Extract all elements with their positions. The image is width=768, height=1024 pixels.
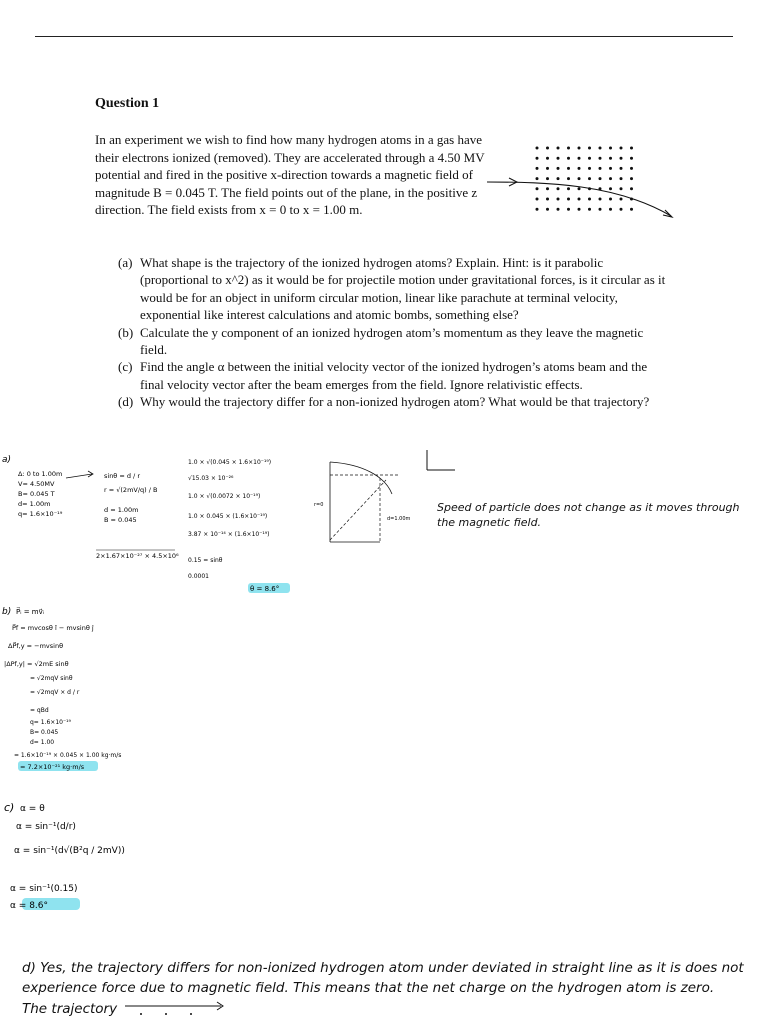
- b-line-0: P⃗ᵢ = mv⃗ᵢ: [16, 608, 44, 616]
- field-dot: [546, 177, 549, 180]
- field-dot: [630, 208, 633, 211]
- field-dot: [567, 187, 570, 190]
- field-dot: [630, 167, 633, 170]
- field-dot: [609, 198, 612, 201]
- field-dot: [557, 157, 560, 160]
- b-line-5: B= 0.045: [30, 729, 59, 736]
- question-title: Question 1: [95, 96, 160, 111]
- question-parts: [118, 254, 668, 411]
- field-dot: [620, 147, 623, 150]
- field-dot: [599, 157, 602, 160]
- field-dot: [567, 147, 570, 150]
- a-eq-b: B = 0.045: [104, 516, 137, 524]
- a-calc-5: 3.87 × 10⁻¹⁴ × (1.6×10⁻¹⁹): [188, 531, 270, 538]
- work-part-b: [0, 600, 300, 780]
- field-dot: [609, 208, 612, 211]
- field-dot: [599, 177, 602, 180]
- field-dot: [609, 157, 612, 160]
- field-dot: [599, 147, 602, 150]
- field-dot: [609, 187, 612, 190]
- b-line-4: q= 1.6×10⁻¹⁹: [30, 719, 71, 726]
- field-dot: [609, 147, 612, 150]
- field-dot: [599, 167, 602, 170]
- b-label: b): [2, 607, 12, 617]
- c-line-1: α = sin⁻¹(d/r): [16, 822, 76, 832]
- d-label: d): [22, 960, 36, 976]
- d-trajectory-sketch: [121, 998, 231, 1020]
- field-dot: [588, 147, 591, 150]
- field-dot: [557, 187, 560, 190]
- field-dot: [546, 208, 549, 211]
- b-line-1: P⃗f = mvcosθ î − mvsinθ ĵ: [12, 624, 94, 632]
- c-line-0: α = θ: [20, 804, 45, 814]
- field-dot: [630, 187, 633, 190]
- field-dot: [546, 198, 549, 201]
- a-eq-sin: sinθ = d / r: [104, 472, 140, 480]
- field-dot: [578, 198, 581, 201]
- field-dot: [567, 177, 570, 180]
- a-calc-7: 0.0001: [188, 573, 209, 580]
- a-calc-1: 1.0 × √(0.045 × 1.6×10⁻¹⁹): [188, 459, 272, 466]
- a-calc-4: 1.0 × 0.045 × (1.6×10⁻¹⁹): [188, 513, 268, 520]
- c-label: c): [4, 801, 15, 814]
- sketch-d-label: d=1.00m: [387, 516, 411, 522]
- a-eq-r: r = √(2mV/q) / B: [104, 486, 158, 494]
- work-part-c: [0, 795, 300, 915]
- field-dot: [567, 198, 570, 201]
- a-eq-d: d = 1.00m: [104, 506, 139, 514]
- a-given-4: q= 1.6×10⁻¹⁹: [18, 510, 63, 518]
- field-dot: [536, 177, 539, 180]
- field-dot: [536, 198, 539, 201]
- field-dots: [536, 147, 634, 211]
- a-calc-6: 0.15 = sinθ: [188, 557, 223, 564]
- part-b: (b) Calculate the y component of an ionized hydrogen atom’s momentum as they leave the magnetic field.: [118, 324, 644, 358]
- a-given-3: d= 1.00m: [18, 500, 51, 508]
- field-dot: [588, 208, 591, 211]
- c-result: α = 8.6°: [10, 901, 49, 911]
- field-dot: [620, 198, 623, 201]
- field-dot: [578, 157, 581, 160]
- a-note: Speed of particle does not change as it moves through the magnetic field.: [437, 501, 740, 529]
- field-dot: [546, 167, 549, 170]
- a-calc-3: 1.0 × √(0.0072 × 10⁻¹⁹): [188, 493, 261, 500]
- field-dot: [567, 157, 570, 160]
- field-dot: [630, 147, 633, 150]
- field-dot: [557, 167, 560, 170]
- a-given-0: Δ: 0 to 1.00m: [18, 470, 63, 478]
- field-dot: [588, 157, 591, 160]
- field-dot: [609, 177, 612, 180]
- c-line-2: α = sin⁻¹(d√(B²q / 2mV)): [14, 846, 125, 856]
- b-sub-2: = √2mqV × d / r: [30, 689, 80, 696]
- field-dot: [546, 187, 549, 190]
- field-dot: [620, 187, 623, 190]
- field-dot: [609, 167, 612, 170]
- b-line-2: ΔP⃗f,y = −mvsinθ: [8, 642, 64, 650]
- field-dot: [578, 208, 581, 211]
- field-dot: [557, 147, 560, 150]
- a-label: a): [2, 455, 12, 465]
- b-line-3: |ΔPf,y| = √2mE sinθ: [4, 660, 69, 668]
- field-dot: [536, 187, 539, 190]
- question-intro: In an experiment we wish to find how many hydrogen atoms in a gas have their electrons ionized (removed). They are accelerated through a 4.50 MV potential and fired in the positive x-direction towards a magnetic field of magnitude B = 0.045 T. The field points out of the plane, in the positive z direction. The field exists from x = 0 to x = 1.00 m.: [95, 132, 485, 217]
- field-dot: [620, 167, 623, 170]
- field-dot: [630, 157, 633, 160]
- a-given-2: B= 0.045 T: [18, 490, 55, 498]
- field-dot: [536, 167, 539, 170]
- field-dot: [588, 167, 591, 170]
- d-text: Yes, the trajectory differs for non-ionized hydrogen atom under deviated in straight line as it is does not experience force due to magnetic field. This means that the net charge on the hydrogen atom is zero.: [22, 960, 744, 996]
- part-c: (c) Find the angle α between the initial velocity vector of the ionized hydrogen’s atoms beam and the final velocity vector after the beam emerges from the field. Ignore relativistic effects.: [118, 359, 648, 392]
- field-dot: [557, 177, 560, 180]
- b-line-7: = 1.6×10⁻¹⁹ × 0.045 × 1.00 kg·m/s: [14, 752, 122, 759]
- d-answer: [22, 958, 762, 1020]
- field-dot: [536, 157, 539, 160]
- field-dot: [599, 208, 602, 211]
- b-result: = 7.2×10⁻²¹ kg·m/s: [20, 763, 85, 771]
- b-sub-3: = qBd: [30, 707, 49, 714]
- field-dot: [578, 187, 581, 190]
- field-dot: [557, 198, 560, 201]
- field-dot: [567, 208, 570, 211]
- c-line-3: α = sin⁻¹(0.15): [10, 884, 78, 894]
- magnetic-field-figure: [487, 138, 683, 222]
- part-d: (d) Why would the trajectory differ for a non-ionized hydrogen atom? What would be that trajectory?: [118, 394, 650, 410]
- b-sub-1: = √2mqV sinθ: [30, 675, 73, 682]
- a-eq-long: 2×1.67×10⁻²⁷ × 4.5×10⁶: [96, 552, 179, 560]
- field-dot: [578, 177, 581, 180]
- sketch-r-label: r=0: [314, 502, 324, 508]
- field-dot: [620, 177, 623, 180]
- a-given-1: V= 4.50MV: [18, 480, 55, 488]
- field-dot: [567, 167, 570, 170]
- field-dot: [578, 147, 581, 150]
- header-rule: [35, 36, 733, 37]
- field-dot: [599, 198, 602, 201]
- field-dot: [578, 167, 581, 170]
- field-dot: [620, 208, 623, 211]
- field-dot: [557, 208, 560, 211]
- field-dot: [546, 157, 549, 160]
- field-dot: [536, 208, 539, 211]
- a-result: θ = 8.6°: [250, 585, 280, 593]
- field-dot: [588, 177, 591, 180]
- field-dot: [546, 147, 549, 150]
- part-a: (a) What shape is the trajectory of the ionized hydrogen atoms? Explain. Hint: is it parabolic (proportional to x^2) as it would be for projectile motion under gravitational forces, is it circular as it would be for an object in uniform circular motion, linear like parachute at terminal velocity, exponential like interest calculations and atomic bombs, something else?: [118, 255, 666, 323]
- field-dot: [620, 157, 623, 160]
- field-dot: [536, 147, 539, 150]
- field-dot: [588, 198, 591, 201]
- field-dot: [630, 177, 633, 180]
- a-calc-2: √15.03 × 10⁻²⁶: [188, 475, 234, 482]
- d-text2: The trajectory: [22, 1001, 118, 1017]
- b-line-6: d= 1.00: [30, 739, 55, 746]
